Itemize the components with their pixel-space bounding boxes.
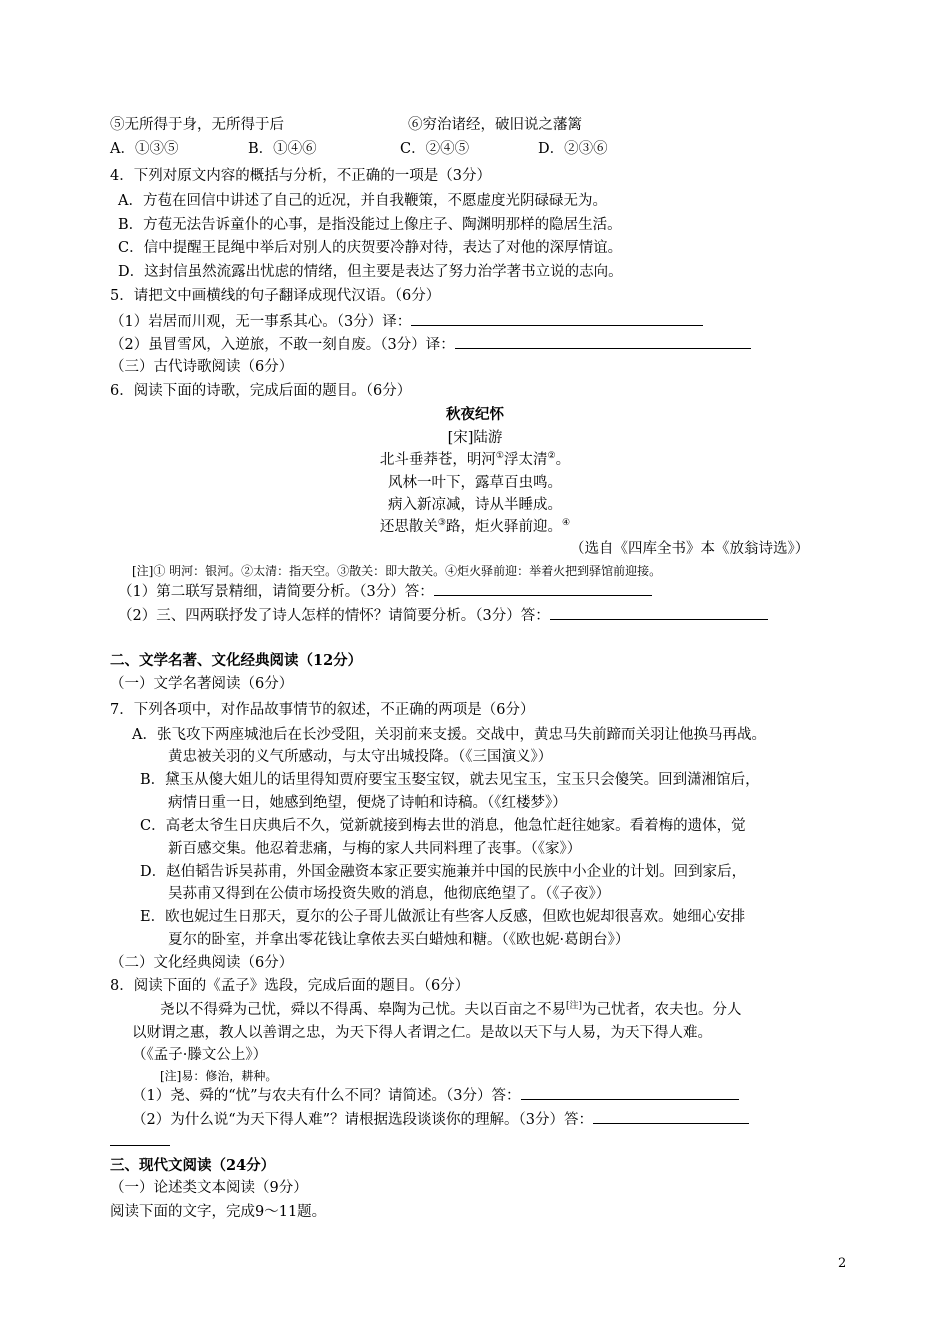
footnote-mark-4: ④ bbox=[562, 518, 571, 529]
q7-option-c-line2: 新百感交集。他忍着悲痛，与梅的家人共同料理了丧事。（《家》） bbox=[168, 841, 582, 857]
q8-passage-line1 bbox=[160, 1000, 742, 1020]
q7-option-b-line2: 病情日重一日，她感到绝望，便烧了诗帕和诗稿。（《红楼梦》） bbox=[168, 795, 567, 811]
poem-line-1-a: 北斗垂莽苍，明河 bbox=[379, 452, 496, 468]
q8-sub1 bbox=[132, 1085, 739, 1106]
footnote-divider bbox=[110, 1145, 170, 1146]
q7-option-a-line2: 黄忠被关羽的义气所感动，与太守出城投降。（《三国演义》） bbox=[168, 749, 553, 765]
q8-passage-line2: 以财谓之惠，教人以善谓之忠，为天下得人者谓之仁。是故以天下与人易，为天下得人难。 bbox=[132, 1025, 712, 1041]
poem-line-1 bbox=[0, 450, 950, 470]
poem-line-4-b: 路，炬火驿前迎。 bbox=[446, 519, 562, 535]
poem-source: （选自《四库全书》本《放翁诗选》） bbox=[570, 541, 810, 557]
q8-source: （《孟子·滕文公上》） bbox=[132, 1047, 268, 1063]
q3-option-d: D．②③⑥ bbox=[538, 141, 608, 157]
q4-option-c: C．信中提醒王昆绳中举后对别人的庆贺要冷静对待，表达了对他的深厚情谊。 bbox=[118, 240, 623, 256]
q7-stem: 7．下列各项中，对作品故事情节的叙述，不正确的两项是（6分） bbox=[110, 702, 535, 718]
footnote-mark-1: ① bbox=[495, 451, 504, 462]
q3-item-6: ⑥穷治诸经，破旧说之藩篱 bbox=[408, 117, 582, 133]
footnote-mark-3: ③ bbox=[437, 518, 446, 529]
q6-sub2-text: （2）三、四两联抒发了诗人怎样的情怀？请简要分析。（3分）答： bbox=[118, 608, 550, 624]
part2-sub2: （二）文化经典阅读（6分） bbox=[110, 955, 294, 971]
q8-passage-line1-a: 尧以不得舜为己忧，舜以不得禹、皋陶为己忧。夫以百亩之不易 bbox=[160, 1002, 566, 1018]
q6-sub2 bbox=[118, 605, 768, 626]
q8-sub2 bbox=[132, 1109, 749, 1130]
q7-option-d-line1: D．赵伯韬告诉吴荪甫，外国金融资本家正要实施兼并中国的民族中小企业的计划。回到家后， bbox=[140, 864, 747, 880]
q4-option-d: D．这封信虽然流露出忧虑的情绪，但主要是表达了努力治学著书立说的志向。 bbox=[118, 264, 623, 280]
q5-sub1 bbox=[110, 311, 703, 332]
q5-answer-blank-1[interactable] bbox=[411, 311, 703, 326]
section-poetry-heading: （三）古代诗歌阅读（6分） bbox=[110, 359, 294, 375]
q6-sub1 bbox=[118, 581, 652, 602]
q3-option-b: B．①④⑥ bbox=[248, 141, 317, 157]
q6-stem: 6．阅读下面的诗歌，完成后面的题目。（6分） bbox=[110, 383, 412, 399]
q8-note: [注]易：修治，耕种。 bbox=[160, 1069, 278, 1083]
q5-sub2 bbox=[110, 334, 751, 355]
q8-note-mark: [注] bbox=[566, 1001, 583, 1012]
q6-answer-blank-1[interactable] bbox=[434, 581, 652, 596]
q7-option-c-line1: C．高老太爷生日庆典后不久，觉新就接到梅去世的消息，他急忙赶往她家。看着梅的遗体，觉 bbox=[140, 818, 746, 834]
poem-author: [宋]陆游 bbox=[447, 430, 503, 446]
part2-sub1: （一）文学名著阅读（6分） bbox=[110, 676, 294, 692]
part3-heading: 三、现代文阅读（24分） bbox=[110, 1157, 276, 1174]
q6-sub1-text: （1）第二联写景精细，请简要分析。（3分）答： bbox=[118, 584, 434, 600]
q7-option-d-line2: 吴荪甫又得到在公债市场投资失败的消息，他彻底绝望了。（《子夜》） bbox=[168, 886, 611, 902]
q7-option-b-line1: B．黛玉从傻大姐儿的话里得知贾府要宝玉娶宝钗，就去见宝玉，宝玉只会傻笑。回到潇湘馆后， bbox=[140, 772, 760, 788]
q8-answer-blank-2[interactable] bbox=[593, 1109, 749, 1124]
q7-option-e-line1: E．欧也妮过生日那天，夏尔的公子哥儿做派让有些客人反感，但欧也妮却很喜欢。她细心安排 bbox=[140, 909, 746, 925]
poem-line-2: 风林一叶下，露草百虫鸣。 bbox=[388, 475, 562, 491]
q8-passage-line1-b: 为己忧者，农夫也。分人 bbox=[582, 1002, 742, 1018]
poem-line-3: 病入新凉减，诗从半睡成。 bbox=[388, 497, 562, 513]
q7-option-a-line1: A．张飞攻下两座城池后在长沙受阻，关羽前来支援。交战中，黄忠马失前蹄而关羽让他换马再战。 bbox=[132, 727, 766, 743]
q3-item-5: ⑤无所得于身，无所得于后 bbox=[110, 117, 284, 133]
q5-sub2-text: （2）虽冒雪风，入逆旅，不敢一刻自废。（3分）译： bbox=[110, 337, 455, 353]
part3-intro: 阅读下面的文字，完成9～11题。 bbox=[110, 1204, 327, 1220]
q4-stem: 4．下列对原文内容的概括与分析，不正确的一项是（3分） bbox=[110, 168, 491, 184]
q5-stem: 5．请把文中画横线的句子翻译成现代汉语。（6分） bbox=[110, 288, 441, 304]
q8-answer-blank-1[interactable] bbox=[521, 1085, 739, 1100]
part2-heading: 二、文学名著、文化经典阅读（12分） bbox=[110, 652, 363, 669]
q8-stem: 8．阅读下面的《孟子》选段，完成后面的题目。（6分） bbox=[110, 978, 470, 994]
footnote-mark-2: ② bbox=[547, 451, 556, 462]
poem-title: 秋夜纪怀 bbox=[446, 406, 504, 423]
q8-sub1-text: （1）尧、舜的“忧”与农夫有什么不同？请简述。（3分）答： bbox=[132, 1088, 521, 1104]
poem-line-1-b: 浮太清 bbox=[504, 452, 548, 468]
poem-line-1-c: 。 bbox=[555, 452, 571, 468]
poem-line-4 bbox=[0, 517, 950, 537]
part3-sub1: （一）论述类文本阅读（9分） bbox=[110, 1180, 308, 1196]
page-number: 2 bbox=[838, 1256, 847, 1271]
q4-option-b: B．方苞无法告诉童仆的心事，是指没能过上像庄子、陶渊明那样的隐居生活。 bbox=[118, 217, 622, 233]
q5-sub1-text: （1）岩居而川观，无一事系其心。（3分）译： bbox=[110, 314, 412, 330]
q4-option-a: A．方苞在回信中讲述了自己的近况，并自我鞭策，不愿虚度光阴碌碌无为。 bbox=[118, 193, 607, 209]
q7-option-e-line2: 夏尔的卧室，并拿出零花钱让拿侬去买白蜡烛和糖。（《欧也妮·葛朗台》） bbox=[168, 932, 630, 948]
q8-sub2-text: （2）为什么说“为天下得人难”？请根据选段谈谈你的理解。（3分）答： bbox=[132, 1112, 594, 1128]
q3-option-c: C．②④⑤ bbox=[400, 141, 470, 157]
poem-note: [注]① 明河：银河。②太清：指天空。③散关：即大散关。④炬火驿前迎：举着火把到驿馆前迎接。 bbox=[132, 564, 662, 578]
q3-option-a: A．①③⑤ bbox=[110, 141, 179, 157]
q6-answer-blank-2[interactable] bbox=[550, 605, 768, 620]
q5-answer-blank-2[interactable] bbox=[455, 334, 751, 349]
poem-line-4-a: 还思散关 bbox=[379, 519, 438, 535]
